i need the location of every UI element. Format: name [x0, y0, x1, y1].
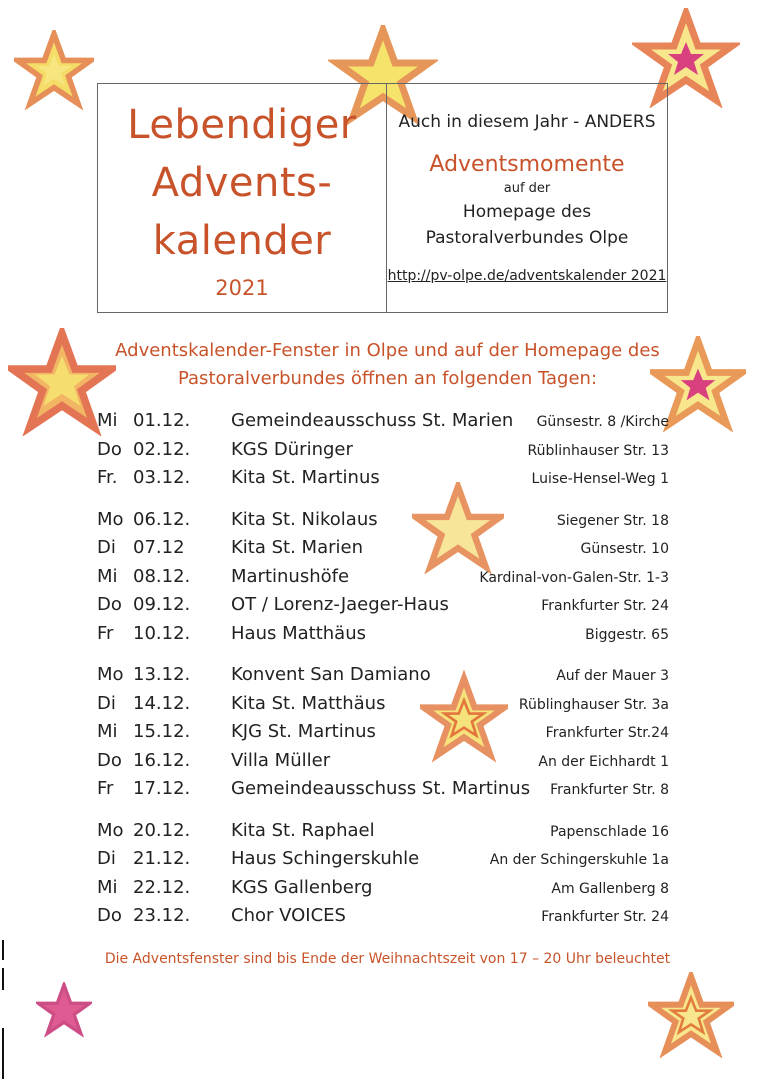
schedule-date: 22.12. [133, 876, 191, 898]
schedule-event: Martinushöfe [231, 565, 350, 587]
schedule-event: KGS Gallenberg [231, 876, 373, 898]
schedule-row [97, 467, 669, 496]
schedule-event: Konvent San Damiano [231, 664, 431, 685]
star-decoration-icon [14, 30, 94, 110]
schedule-address: Papenschlade 16 [550, 823, 669, 840]
schedule-event: KGS Düringer [231, 438, 353, 460]
schedule-date: 06.12. [133, 508, 191, 530]
schedule-address: Frankfurter Str. 8 [550, 782, 669, 798]
intro-line: Adventskalender-Fenster in Olpe und auf der Homepage des [115, 340, 660, 361]
schedule-row [97, 877, 669, 906]
schedule-day: Mo [97, 664, 124, 685]
schedule-event: KJG St. Martinus [231, 721, 376, 742]
schedule-day: Di [97, 537, 116, 558]
schedule-group [97, 410, 669, 496]
schedule-date: 02.12. [133, 438, 191, 460]
schedule-date: 03.12. [133, 467, 191, 488]
schedule-day: Fr [97, 622, 114, 644]
schedule-row [97, 509, 669, 538]
title-panel [98, 84, 387, 312]
schedule-list [97, 410, 669, 947]
schedule-event: Kita St. Raphael [231, 819, 375, 841]
schedule-row [97, 848, 669, 877]
schedule-day: Mi [97, 876, 118, 898]
schedule-address: Am Gallenberg 8 [551, 880, 669, 897]
schedule-address: Rüblinhauser Str. 13 [527, 442, 669, 459]
schedule-event: Chor VOICES [231, 905, 346, 926]
schedule-row [97, 537, 669, 566]
schedule-date: 07.12 [133, 537, 185, 558]
schedule-address: Luise-Hensel-Weg 1 [531, 471, 669, 487]
schedule-day: Do [97, 749, 122, 771]
schedule-date: 23.12. [133, 905, 191, 926]
info-panel [387, 84, 667, 312]
schedule-event: Kita St. Nikolaus [231, 508, 378, 530]
star-decoration-icon [36, 982, 92, 1038]
schedule-row [97, 778, 669, 807]
schedule-event: Kita St. Martinus [231, 467, 380, 488]
info-pastoralverbund: Pastoralverbundes Olpe [425, 228, 629, 248]
header-box [97, 83, 668, 313]
schedule-event: OT / Lorenz-Jaeger-Haus [231, 594, 449, 615]
margin-mark [2, 968, 4, 990]
schedule-row [97, 439, 669, 468]
schedule-address: Frankfurter Str. 24 [541, 598, 669, 614]
schedule-event: Haus Schingerskuhle [231, 848, 420, 869]
info-auf-der: auf der [503, 181, 551, 196]
schedule-group [97, 820, 669, 934]
schedule-row [97, 623, 669, 652]
schedule-row [97, 905, 669, 934]
schedule-day: Mo [97, 819, 124, 841]
schedule-date: 10.12. [133, 622, 191, 644]
schedule-date: 14.12. [133, 692, 191, 714]
schedule-day: Do [97, 594, 122, 615]
schedule-address: Frankfurter Str.24 [545, 725, 669, 741]
schedule-address: Siegener Str. 18 [556, 512, 669, 529]
schedule-day: Di [97, 692, 116, 714]
title-line: Advents- [151, 160, 333, 206]
title-year: 2021 [215, 276, 269, 300]
schedule-day: Mi [97, 565, 118, 587]
info-homepage: Homepage des [462, 202, 592, 222]
schedule-date: 09.12. [133, 594, 191, 615]
schedule-address: Auf der Mauer 3 [556, 668, 669, 684]
schedule-address: Günsestr. 10 [580, 541, 669, 557]
schedule-address: Frankfurter Str. 24 [541, 909, 669, 925]
schedule-date: 08.12. [133, 565, 191, 587]
schedule-group [97, 664, 669, 807]
schedule-day: Fr. [97, 467, 118, 488]
info-intro: Auch in diesem Jahr - ANDERS [398, 112, 656, 132]
schedule-day: Di [97, 848, 116, 869]
schedule-row [97, 820, 669, 849]
info-moments: Adventsmomente [429, 152, 625, 177]
schedule-date: 20.12. [133, 819, 191, 841]
schedule-event: Gemeindeausschuss St. Martinus [231, 778, 531, 799]
intro-text [0, 337, 775, 393]
schedule-row [97, 750, 669, 779]
schedule-day: Mi [97, 721, 118, 742]
margin-mark [2, 1028, 4, 1079]
intro-line: Pastoralverbundes öffnen an folgenden Tagen: [177, 368, 598, 389]
schedule-event: Kita St. Marien [231, 537, 363, 558]
schedule-address: Günsestr. 8 /Kirche [536, 414, 669, 430]
schedule-row [97, 664, 669, 693]
schedule-row [97, 693, 669, 722]
schedule-day: Mi [97, 410, 118, 431]
schedule-date: 15.12. [133, 721, 191, 742]
schedule-date: 16.12. [133, 749, 191, 771]
schedule-event: Villa Müller [231, 749, 331, 771]
schedule-date: 13.12. [133, 664, 191, 685]
schedule-day: Fr [97, 778, 114, 799]
schedule-event: Haus Matthäus [231, 622, 366, 644]
schedule-day: Do [97, 438, 122, 460]
schedule-day: Do [97, 905, 122, 926]
info-url-link[interactable]: http://pv-olpe.de/adventskalender 2021 [387, 268, 667, 284]
star-decoration-icon [648, 972, 734, 1058]
schedule-date: 21.12. [133, 848, 191, 869]
schedule-event: Gemeindeausschuss St. Marien [231, 410, 514, 431]
schedule-address: Rüblinghauser Str. 3a [518, 696, 669, 713]
schedule-row [97, 566, 669, 595]
title-line: kalender [152, 218, 332, 264]
schedule-address: An der Schingerskuhle 1a [489, 852, 669, 868]
schedule-address: Biggestr. 65 [585, 626, 669, 643]
schedule-row [97, 410, 669, 439]
schedule-day: Mo [97, 508, 124, 530]
schedule-address: Kardinal-von-Galen-Str. 1-3 [479, 569, 669, 586]
schedule-row [97, 721, 669, 750]
schedule-date: 01.12. [133, 410, 191, 431]
schedule-address: An der Eichhardt 1 [538, 753, 669, 770]
title-line: Lebendiger [127, 102, 357, 148]
schedule-event: Kita St. Matthäus [231, 692, 386, 714]
schedule-row [97, 594, 669, 623]
schedule-group [97, 509, 669, 652]
schedule-date: 17.12. [133, 778, 191, 799]
footer-note: Die Adventsfenster sind bis Ende der Weihnachtszeit von 17 – 20 Uhr beleuchtet [104, 951, 671, 967]
